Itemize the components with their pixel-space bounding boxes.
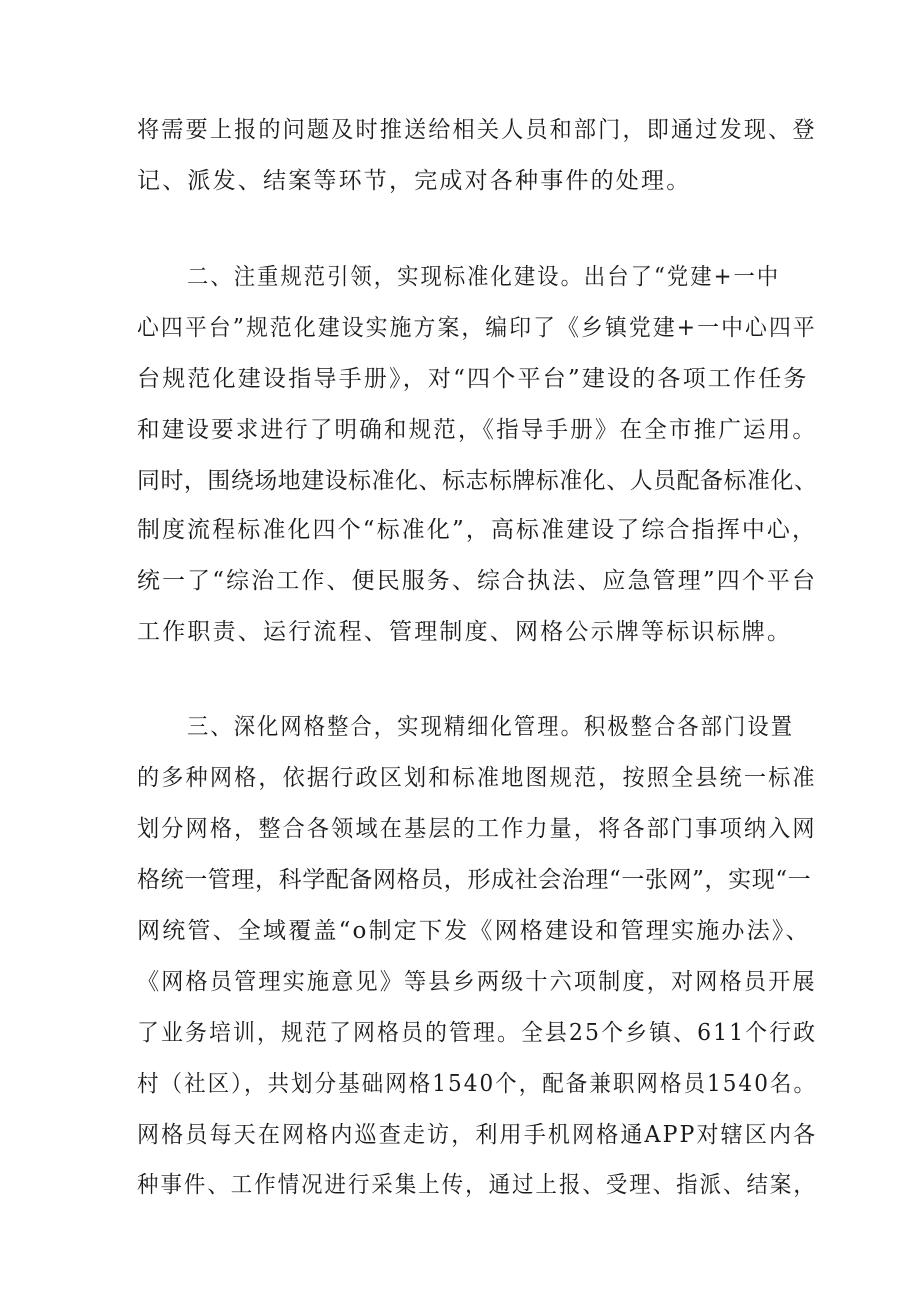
paragraph-line: 统一了“综治工作、便民服务、综合执法、应急管理”四个平台 [137, 568, 818, 594]
paragraph-line: 同时，围绕场地建设标准化、标志标牌标准化、人员配备标准化、 [137, 468, 818, 494]
paragraph-line: 网统管、全域覆盖“o制定下发《网格建设和管理实施办法》、 [137, 918, 811, 944]
paragraph-line: 台规范化建设指导手册》，对“四个平台”建设的各项工作任务 [137, 366, 809, 392]
paragraph-line: 和建设要求进行了明确和规范，《指导手册》在全市推广运用。 [137, 417, 818, 443]
paragraph-line: 了业务培训，规范了网格员的管理。全县25个乡镇、611个行政 [137, 1020, 818, 1046]
paragraph-line: 三、深化网格整合，实现精细化管理。积极整合各部门设置 [187, 714, 795, 740]
paragraph-line: 村（社区），共划分基础网格1540个，配备兼职网格员1540名。 [137, 1071, 817, 1097]
paragraph-line: 格统一管理，科学配备网格员，形成社会治理“一张网”，实现“一 [137, 867, 812, 893]
paragraph-line: 《网格员管理实施意见》等县乡两级十六项制度，对网格员开展 [137, 969, 817, 995]
paragraph-line: 工作职责、运行流程、管理制度、网格公示牌等标识标牌。 [137, 619, 793, 645]
paragraph-line: 种事件、工作情况进行采集上传，通过上报、受理、指派、结案， [137, 1172, 817, 1198]
paragraph-line: 制度流程标准化四个“标准化”，高标准建设了综合指挥中心， [137, 517, 818, 543]
paragraph-line: 的多种网格，依据行政区划和标准地图规范，按照全县统一标准 [137, 765, 817, 791]
paragraph-line: 将需要上报的问题及时推送给相关人员和部门，即通过发现、登 [137, 117, 817, 143]
paragraph-line: 划分网格，整合各领域在基层的工作力量，将各部门事项纳入网 [137, 816, 817, 842]
paragraph-line: 二、注重规范引领，实现标准化建设。出台了“党建+一中 [187, 264, 781, 290]
paragraph-line: 网格员每天在网格内巡查走访，利用手机网格通APP对辖区内各 [137, 1122, 818, 1148]
paragraph-line: 心四平台”规范化建设实施方案，编印了《乡镇党建+一中心四平 [137, 315, 817, 341]
paragraph-line: 记、派发、结案等环节，完成对各种事件的处理。 [137, 168, 692, 194]
